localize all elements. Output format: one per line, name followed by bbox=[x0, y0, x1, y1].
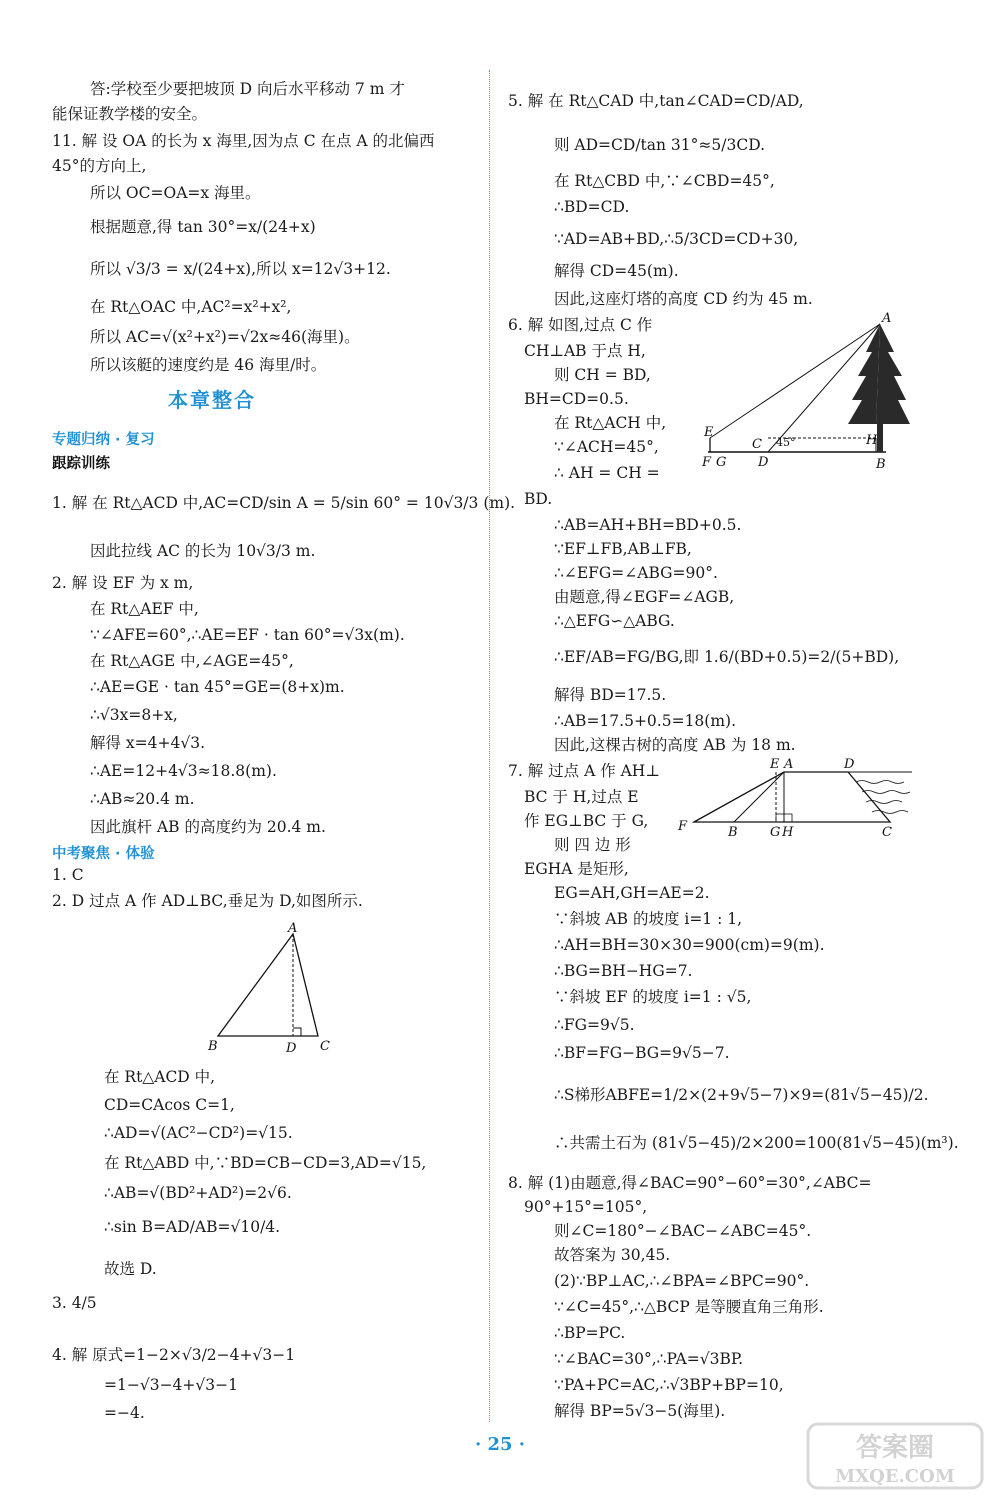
tree-label: F bbox=[702, 455, 712, 470]
tree-label: A bbox=[882, 312, 892, 326]
text-line: ∴∠EFG=∠ABG=90°. bbox=[554, 564, 718, 582]
answer-3-line: 3. 4/5 bbox=[52, 1294, 97, 1312]
svg-text:MXQE.COM: MXQE.COM bbox=[835, 1466, 955, 1487]
tree-label: H bbox=[866, 433, 878, 448]
column-divider bbox=[489, 70, 490, 1422]
text-line: CD=CAcos C=1, bbox=[104, 1096, 235, 1114]
answer-2-line: 2. D 过点 A 作 AD⊥BC,垂足为 D,如图所示. bbox=[52, 892, 363, 910]
text-line: BD. bbox=[524, 490, 553, 508]
text-line: ∴共需土石为 (81√5−45)/2×200=100(81√5−45)(m³). bbox=[554, 1134, 959, 1152]
text-line: 90°+15°=105°, bbox=[524, 1198, 648, 1216]
text-line: ∴FG=9√5. bbox=[554, 1016, 635, 1034]
text-line: ∵∠AFE=60°,∴AE=EF · tan 60°=√3x(m). bbox=[90, 626, 405, 644]
text-line: ∴AB=AH+BH=BD+0.5. bbox=[554, 516, 742, 534]
text-line: 解得 x=4+4√3. bbox=[90, 734, 206, 752]
section-heading-exam: 中考聚焦 · 体验 bbox=[52, 846, 155, 862]
text-line: 根据题意,得 tan 30°=x/(24+x) bbox=[90, 218, 316, 236]
triangle-label: D bbox=[286, 1041, 297, 1056]
text-line: 在 Rt△AGE 中,∠AGE=45°, bbox=[90, 652, 294, 670]
text-line: 所以 AC=√(x²+x²)=√2x≈46(海里)。 bbox=[90, 328, 360, 346]
text-line: ∴AH=BH=30×30=900(cm)=9(m). bbox=[554, 936, 825, 954]
text-line: ∵∠C=45°,∴△BCP 是等腰直角三角形. bbox=[554, 1298, 824, 1316]
text-line: ∵∠BAC=30°,∴PA=√3BP. bbox=[554, 1350, 744, 1368]
answer-4-line: 4. 解 原式=1−2×√3/2−4+√3−1 bbox=[52, 1346, 296, 1364]
text-line: 答:学校至少要把坡顶 D 向后水平移动 7 m 才 bbox=[90, 80, 405, 98]
text-line: EGHA 是矩形, bbox=[524, 860, 629, 878]
text-line: 则 四 边 形 bbox=[554, 836, 631, 854]
text-line: ∴EF/AB=FG/BG,即 1.6/(BD+0.5)=2/(5+BD), bbox=[554, 648, 900, 666]
dam-figure bbox=[676, 756, 916, 842]
text-line: ∵EF⊥FB,AB⊥FB, bbox=[554, 540, 692, 558]
text-line: 由题意,得∠EGF=∠AGB, bbox=[554, 588, 735, 606]
text-line: CH⊥AB 于点 H, bbox=[524, 342, 646, 360]
text-line: =−4. bbox=[104, 1404, 145, 1422]
text-line: ∵斜坡 EF 的坡度 i=1 : √5, bbox=[554, 988, 752, 1006]
tree-label: 45° bbox=[776, 436, 796, 449]
text-line: (2)∵BP⊥AC,∴∠BPA=∠BPC=90°. bbox=[554, 1272, 810, 1290]
page-number: · 25 · bbox=[474, 1434, 526, 1455]
tree-label: E bbox=[704, 425, 714, 440]
problem-7-line: 7. 解 过点 A 作 AH⊥ bbox=[508, 762, 660, 780]
triangle-figure bbox=[200, 920, 350, 1060]
chapter-title: 本章整合 bbox=[168, 388, 256, 412]
text-line: ∴AD=√(AC²−CD²)=√15. bbox=[104, 1124, 293, 1142]
dam-label: A bbox=[784, 757, 794, 772]
dam-label: G bbox=[770, 825, 781, 840]
triangle-label: C bbox=[320, 1039, 330, 1054]
tree-label: B bbox=[876, 457, 886, 472]
tree-figure bbox=[700, 312, 910, 472]
text-line: ∴S梯形ABFE=1/2×(2+9√5−7)×9=(81√5−45)/2. bbox=[554, 1086, 929, 1104]
text-line: 所以 √3/3 = x/(24+x),所以 x=12√3+12. bbox=[90, 260, 391, 278]
text-line: 则 AD=CD/tan 31°≈5/3CD. bbox=[554, 136, 765, 154]
text-line: 则 CH = BD, bbox=[554, 366, 651, 384]
text-line: ∵AD=AB+BD,∴5/3CD=CD+30, bbox=[554, 230, 799, 248]
dam-label: C bbox=[882, 825, 892, 840]
svg-text:答案圈: 答案圈 bbox=[855, 1433, 935, 1463]
text-line: 在 Rt△ACH 中, bbox=[554, 414, 667, 432]
text-line: 在 Rt△ACD 中, bbox=[104, 1068, 216, 1086]
section-subheading-practice: 跟踪训练 bbox=[52, 456, 110, 472]
text-line: 在 Rt△CBD 中,∵∠CBD=45°, bbox=[554, 172, 775, 190]
text-line: BC 于 H,过点 E bbox=[524, 788, 639, 806]
text-line: ∴AE=GE · tan 45°=GE=(8+x)m. bbox=[90, 678, 345, 696]
tree-label: D bbox=[758, 455, 769, 470]
text-line: 则∠C=180°−∠BAC−∠ABC=45°. bbox=[554, 1222, 812, 1240]
triangle-label: B bbox=[208, 1039, 218, 1054]
dam-label: E bbox=[770, 757, 780, 772]
problem-8-line: 8. 解 (1)由题意,得∠BAC=90°−60°=30°,∠ABC= bbox=[508, 1174, 872, 1192]
text-line: 在 Rt△ABD 中,∵BD=CB−CD=3,AD=√15, bbox=[104, 1154, 427, 1172]
text-line: 因此,这座灯塔的高度 CD 约为 45 m. bbox=[554, 290, 813, 308]
text-line: 因此,这棵古树的高度 AB 为 18 m. bbox=[554, 736, 796, 754]
text-line: ∴BD=CD. bbox=[554, 198, 630, 216]
text-line: ∵斜坡 AB 的坡度 i=1 : 1, bbox=[554, 910, 743, 928]
text-line: 故选 D. bbox=[104, 1260, 157, 1278]
triangle-label: A bbox=[288, 921, 298, 936]
watermark-logo bbox=[804, 1420, 986, 1492]
text-line: ∴BP=PC. bbox=[554, 1324, 626, 1342]
text-line: 因此拉线 AC 的长为 10√3/3 m. bbox=[90, 542, 316, 560]
answer-1-line: 1. C bbox=[52, 866, 84, 884]
dam-label: H bbox=[782, 825, 794, 840]
text-line: ∴AE=12+4√3≈18.8(m). bbox=[90, 762, 277, 780]
problem-6-line: 6. 解 如图,过点 C 作 bbox=[508, 316, 653, 334]
text-line: ∴AB=√(BD²+AD²)=2√6. bbox=[104, 1184, 292, 1202]
problem-5-line: 5. 解 在 Rt△CAD 中,tan∠CAD=CD/AD, bbox=[508, 92, 804, 110]
text-line: 解得 CD=45(m). bbox=[554, 262, 679, 280]
text-line: EG=AH,GH=AE=2. bbox=[554, 884, 710, 902]
text-line: 所以该艇的速度约是 46 海里/时。 bbox=[90, 356, 327, 374]
text-line: 因此旗杆 AB 的高度约为 20.4 m. bbox=[90, 818, 326, 836]
text-line: 故答案为 30,45. bbox=[554, 1246, 671, 1264]
text-line: ∴BF=FG−BG=9√5−7. bbox=[554, 1044, 730, 1062]
dam-label: D bbox=[844, 757, 855, 772]
tree-label: C bbox=[752, 437, 762, 452]
text-line: ∴AB=17.5+0.5=18(m). bbox=[554, 712, 737, 730]
tree-label: G bbox=[716, 455, 727, 470]
text-line: ∴√3x=8+x, bbox=[90, 706, 178, 724]
text-line: 45°的方向上, bbox=[52, 157, 147, 175]
text-line: ∵∠ACH=45°, bbox=[554, 438, 659, 456]
text-line: ∵PA+PC=AC,∴√3BP+BP=10, bbox=[554, 1376, 784, 1394]
problem-2-line: 2. 解 设 EF 为 x m, bbox=[52, 574, 194, 592]
text-line: =1−√3−4+√3−1 bbox=[104, 1376, 238, 1394]
text-line: 在 Rt△AEF 中, bbox=[90, 600, 199, 618]
text-line: BH=CD=0.5. bbox=[524, 390, 629, 408]
text-line: ∴△EFG∽△ABG. bbox=[554, 612, 675, 630]
text-line: 能保证教学楼的安全。 bbox=[52, 105, 208, 123]
text-line: 在 Rt△OAC 中,AC²=x²+x², bbox=[90, 298, 292, 316]
text-line: 解得 BD=17.5. bbox=[554, 686, 667, 704]
text-line: 作 EG⊥BC 于 G, bbox=[524, 812, 649, 830]
dam-label: B bbox=[728, 825, 738, 840]
section-heading-review: 专题归纳 · 复习 bbox=[52, 432, 155, 448]
text-line: 解得 BP=5√3−5(海里). bbox=[554, 1402, 726, 1420]
text-line: ∴AB≈20.4 m. bbox=[90, 790, 195, 808]
text-line: ∴ AH = CH = bbox=[554, 464, 660, 482]
text-line: 所以 OC=OA=x 海里。 bbox=[90, 184, 261, 202]
problem-11-line: 11. 解 设 OA 的长为 x 海里,因为点 C 在点 A 的北偏西 bbox=[52, 132, 435, 150]
problem-1-line: 1. 解 在 Rt△ACD 中,AC=CD/sin A = 5/sin 60° = 10√3/3 (m). bbox=[52, 494, 516, 512]
text-line: ∴sin B=AD/AB=√10/4. bbox=[104, 1218, 281, 1236]
dam-label: F bbox=[678, 819, 688, 834]
text-line: ∴BG=BH−HG=7. bbox=[554, 962, 693, 980]
